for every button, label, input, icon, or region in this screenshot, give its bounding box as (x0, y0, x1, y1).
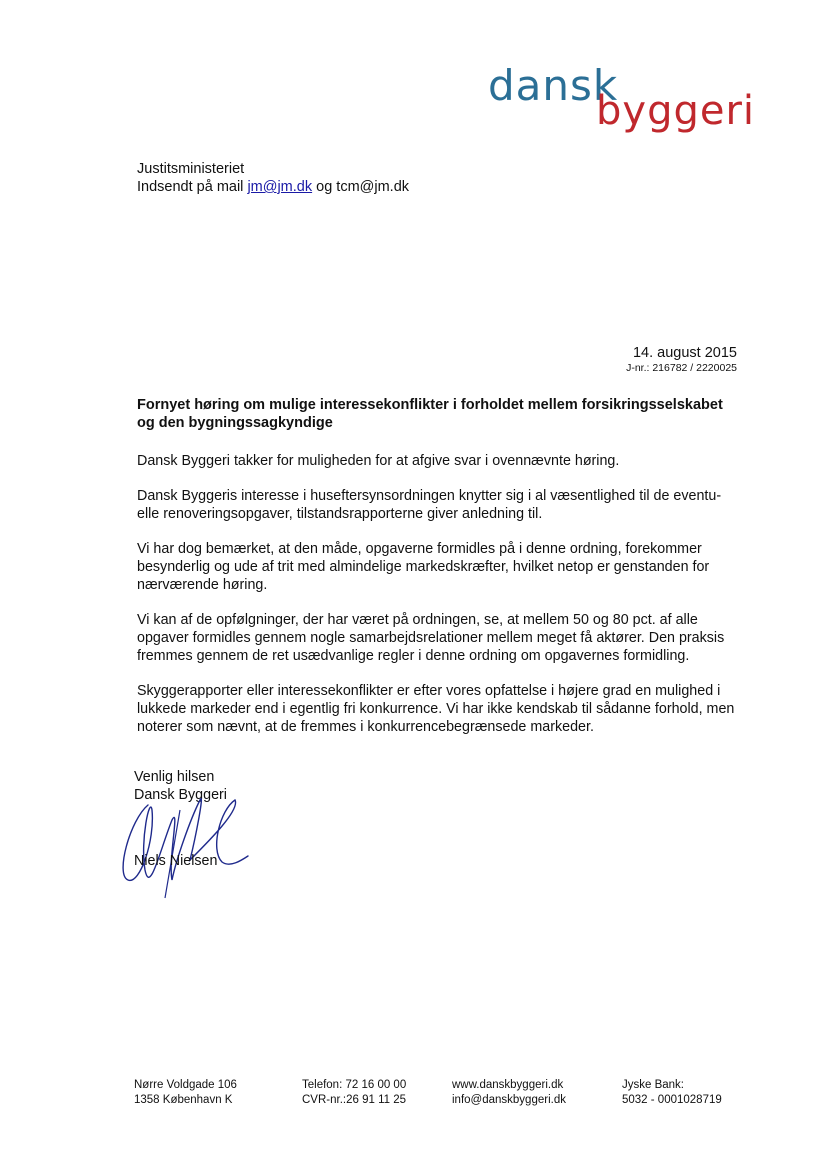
body-paragraph: Vi har dog bemærket, at den måde, opgaverne formidles på i denne ordning, forekommer besynderlig og ude af trit med almindelige markedskræfter, hvilket netop er genstanden for nærværende høring. (137, 541, 710, 593)
recipient-name: Justitsministeriet (137, 161, 245, 177)
footer-cvr: CVR-nr.:26 91 11 25 (302, 1094, 406, 1106)
footer-phone: Telefon: 72 16 00 00 (302, 1079, 407, 1091)
letter-body (137, 452, 737, 753)
journal-number: J-nr.: 216782 / 2220025 (626, 362, 737, 374)
email-link-jm[interactable]: jm@jm.dk (247, 179, 313, 195)
body-paragraph: Skyggerapporter eller interessekonflikter er efter vores opfattelse i højere grad en mulighed i lukkede markeder end i egentlig fri konkurrence. Vi har ikke kendskab til sådanne forhold, men noterer som nævnt, at de fremmes i konkurrencebegrænsede markeder. (137, 683, 735, 735)
footer-street: Nørre Voldgade 106 (134, 1079, 237, 1091)
footer-web (452, 1078, 566, 1108)
footer-website: www.danskbyggeri.dk (452, 1079, 564, 1091)
closing-organization: Dansk Byggeri (134, 787, 227, 803)
submission-line (137, 178, 409, 196)
letter-subject: Fornyet høring om mulige interessekonflikter i forholdet mellem forsikringsselskabet og den bygningssagkyndige (137, 397, 723, 431)
footer-bank-name: Jyske Bank: (622, 1079, 684, 1091)
logo-text-byggeri: byggeri (596, 88, 756, 134)
footer-bank (622, 1078, 722, 1108)
date-block (626, 344, 737, 375)
letter-date: 14. august 2015 (632, 345, 737, 361)
footer-contact (302, 1078, 406, 1108)
submission-conjunction: og (312, 179, 337, 195)
footer-email: info@danskbyggeri.dk (452, 1094, 566, 1106)
recipient-block (137, 160, 409, 196)
handwritten-signature (110, 780, 260, 900)
footer-city: 1358 København K (134, 1094, 233, 1106)
body-paragraph: Dansk Byggeris interesse i huseftersynsordningen knytter sig i al væsentlighed til de eventu-elle renoveringsopgaver, tilstandsrapporterne giver anledning til. (137, 488, 722, 522)
logo-text-dansk: dansk (488, 61, 619, 110)
closing-greeting: Venlig hilsen (134, 769, 215, 785)
body-paragraph: Dansk Byggeri takker for muligheden for at afgive svar i ovennævnte høring. (137, 453, 620, 469)
dansk-byggeri-logo (488, 61, 756, 134)
email-tcm: tcm@jm.dk (336, 179, 410, 195)
submission-prefix: Indsendt på mail (137, 179, 248, 195)
body-paragraph: Vi kan af de opfølgninger, der har været på ordningen, se, at mellem 50 og 80 pct. af alle opgaver formidles gennem nogle samarbejdsrelationer mellem meget få aktører. Den praksis fremmes gennem de ret usædvanlige regler i denne ordning om opgavernes formidling. (137, 612, 725, 664)
signer-name: Niels Nielsen (134, 853, 218, 869)
footer-bank-account: 5032 - 0001028719 (622, 1094, 722, 1106)
footer-address (134, 1078, 237, 1108)
